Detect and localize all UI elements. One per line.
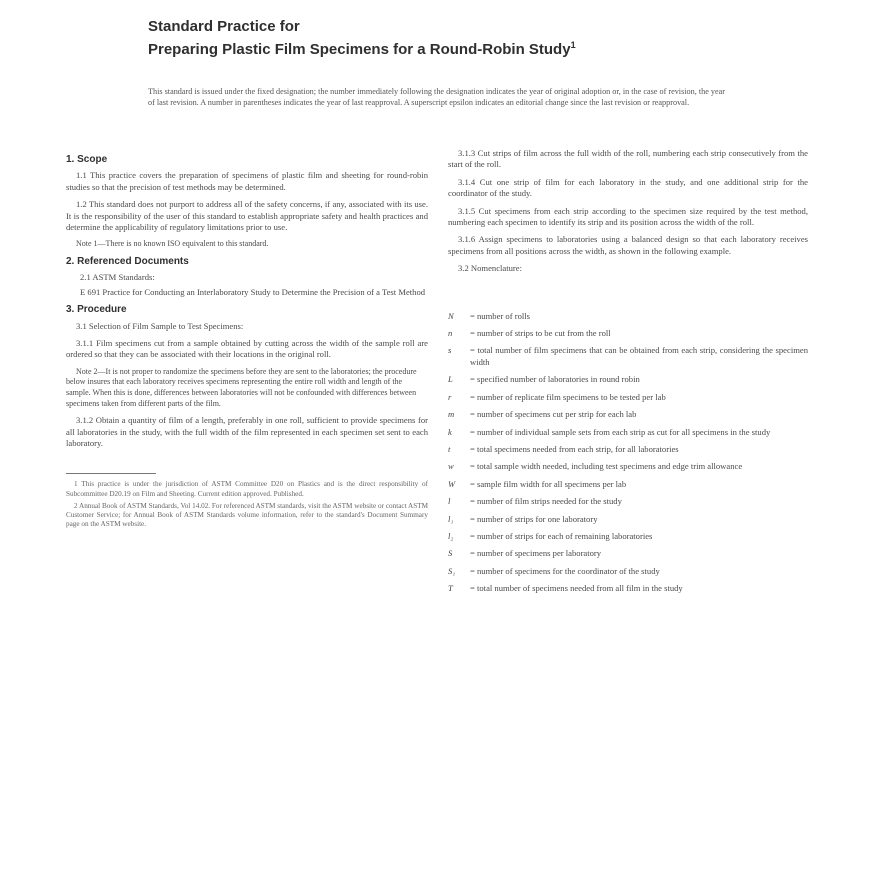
reference-item: E 691 Practice for Conducting an Interlaboratory Study to Determine the Precision of a Test Method	[80, 286, 426, 297]
symbol: N	[448, 310, 454, 321]
symbol: S₁	[448, 565, 456, 576]
title-line-2-text: Preparing Plastic Film Specimens for a Round-Robin Study	[148, 41, 571, 58]
symbol: n	[448, 328, 453, 339]
symbol: s	[448, 345, 452, 356]
right-column	[448, 148, 808, 601]
symbol-definition: = number of individual sample sets from each strip as cut for all specimens in the study	[470, 426, 771, 437]
paragraph: 3.2 Nomenclature:	[458, 263, 522, 274]
paragraph: 3.1.2 Obtain a quantity of film of a length, preferably in one roll, sufficient to provide specimens for all laboratories in the study, with the full width of the film represented in each specimen set sent to each laboratory.	[66, 415, 428, 449]
nomenclature-row	[448, 461, 808, 472]
paragraph: 1.1 This practice covers the preparation of specimens of plastic film and sheeting for round-robin studies so that the precision of test methods may be determined.	[66, 170, 428, 192]
paragraph: 3.1.5 Cut specimens from each strip according to the specimen size required by the test method, numbering each specimen to identify its strip and its position across the width of the roll.	[448, 205, 808, 228]
symbol: W	[448, 478, 456, 489]
nomenclature-list	[448, 311, 808, 595]
symbol: t	[448, 443, 451, 454]
symbol-definition: = total number of film specimens that can be obtained from each strip, considering the specimen width	[470, 345, 808, 367]
symbol: r	[448, 391, 452, 402]
document-title	[148, 18, 788, 59]
paragraph: 3.1.6 Assign specimens to laboratories using a balanced design so that each laboratory receives specimens from all positions across the width, as shown in the following example.	[448, 234, 808, 256]
symbol: m	[448, 409, 455, 420]
title-footnote-marker: 1	[570, 40, 576, 50]
symbol-definition: = number of strips for one laboratory	[470, 513, 598, 524]
symbol-definition: = number of specimens per laboratory	[470, 548, 602, 559]
nomenclature-row	[448, 496, 808, 507]
note: Note 1—There is no known ISO equivalent to this standard.	[76, 239, 269, 249]
paragraph: 3.1 Selection of Film Sample to Test Specimens:	[76, 320, 244, 331]
symbol-definition: = number of rolls	[470, 310, 530, 321]
section-heading-scope: 1. Scope	[66, 154, 108, 165]
symbol: S	[448, 548, 453, 559]
paragraph: 3.1.1 Film specimens cut from a sample obtained by cutting across the width of the sample roll are ordered so that they can be associated with their locations in the original roll.	[66, 338, 428, 360]
symbol-definition: = number of replicate film specimens to be tested per lab	[470, 391, 666, 402]
paragraph: 3.1.3 Cut strips of film across the full width of the roll, numbering each strip consecutively from the start of the roll.	[448, 148, 808, 170]
symbol: L	[448, 374, 453, 385]
symbol-definition: = number of specimens cut per strip for each lab	[470, 409, 637, 420]
nomenclature-row	[448, 409, 808, 420]
nomenclature-row	[448, 548, 808, 559]
nomenclature-row	[448, 311, 808, 322]
symbol: k	[448, 426, 452, 437]
symbol-definition: = specified number of laboratories in round robin	[470, 374, 640, 385]
paragraph: 3.1.4 Cut one strip of film for each laboratory in the study, and one additional strip for the coordinator of the study.	[448, 176, 808, 199]
symbol-definition: = sample film width for all specimens per lab	[470, 478, 627, 489]
title-line-1: Standard Practice for	[148, 18, 300, 35]
symbol-definition: = number of specimens for the coordinator of the study	[470, 565, 660, 576]
nomenclature-row	[448, 479, 808, 490]
nomenclature-row	[448, 531, 808, 542]
nomenclature-row	[448, 444, 808, 455]
footnote: 1 This practice is under the jurisdiction of ASTM Committee D20 on Plastics and is the direct responsibility of Subcommittee D20.19 on Film and Sheeting. Current edition approved. Published.	[66, 480, 428, 498]
symbol: l₂	[448, 530, 454, 541]
symbol-definition: = number of strips to be cut from the roll	[470, 328, 611, 339]
section-heading-referenced-documents: 2. Referenced Documents	[66, 256, 189, 268]
nomenclature-row	[448, 566, 808, 577]
nomenclature-row	[448, 583, 808, 594]
reference-item: 2.1 ASTM Standards:	[80, 272, 155, 283]
section-heading-procedure: 3. Procedure	[66, 304, 127, 316]
symbol: l	[448, 496, 451, 507]
symbol-definition: = total sample width needed, including test specimens and edge trim allowance	[470, 461, 743, 472]
nomenclature-row	[448, 392, 808, 403]
symbol-definition: = number of film strips needed for the study	[470, 496, 622, 507]
nomenclature-row	[448, 427, 808, 438]
note: Note 2—It is not proper to randomize the specimens before they are sent to the laboratories; the procedure below insures that each laboratory receives specimens representing the entire roll width and length of the sample. When this is done, differences between laboratories will not be confounded with differences between specimens taken from different parts of the film.	[66, 366, 417, 408]
symbol: w	[448, 461, 454, 472]
nomenclature-row	[448, 345, 808, 368]
nomenclature-row	[448, 374, 808, 385]
symbol-definition: = total number of specimens needed from all film in the study	[470, 583, 683, 594]
footnote-divider	[66, 473, 156, 474]
symbol: T	[448, 583, 453, 594]
symbol-definition: = number of strips for each of remaining laboratories	[470, 530, 653, 541]
title-line-2	[148, 36, 788, 59]
nomenclature-row	[448, 514, 808, 525]
left-column	[66, 148, 428, 532]
symbol-definition: = total specimens needed from each strip, for all laboratories	[470, 443, 679, 454]
abstract: This standard is issued under the fixed designation; the number immediately following the designation indicates the year of original adoption or, in the case of revision, the year of last revision. A number in parentheses indicates the year of last reapproval. A superscript epsilon indicates an editorial change since the last revision or reapproval.	[148, 87, 725, 107]
paragraph: 1.2 This standard does not purport to address all of the safety concerns, if any, associated with its use. It is the responsibility of the user of this standard to establish appropriate safety and health practices and determine the applicability of regulatory limitations prior to use.	[66, 199, 428, 233]
nomenclature-row	[448, 328, 808, 339]
symbol: l₁	[448, 513, 454, 524]
footnote: 2 Annual Book of ASTM Standards, Vol 14.02. For referenced ASTM standards, visit the ASTM website or contact ASTM Customer Service; for Annual Book of ASTM Standards volume information, refer to the standard's Document Summary page on the ASTM website.	[66, 501, 428, 529]
